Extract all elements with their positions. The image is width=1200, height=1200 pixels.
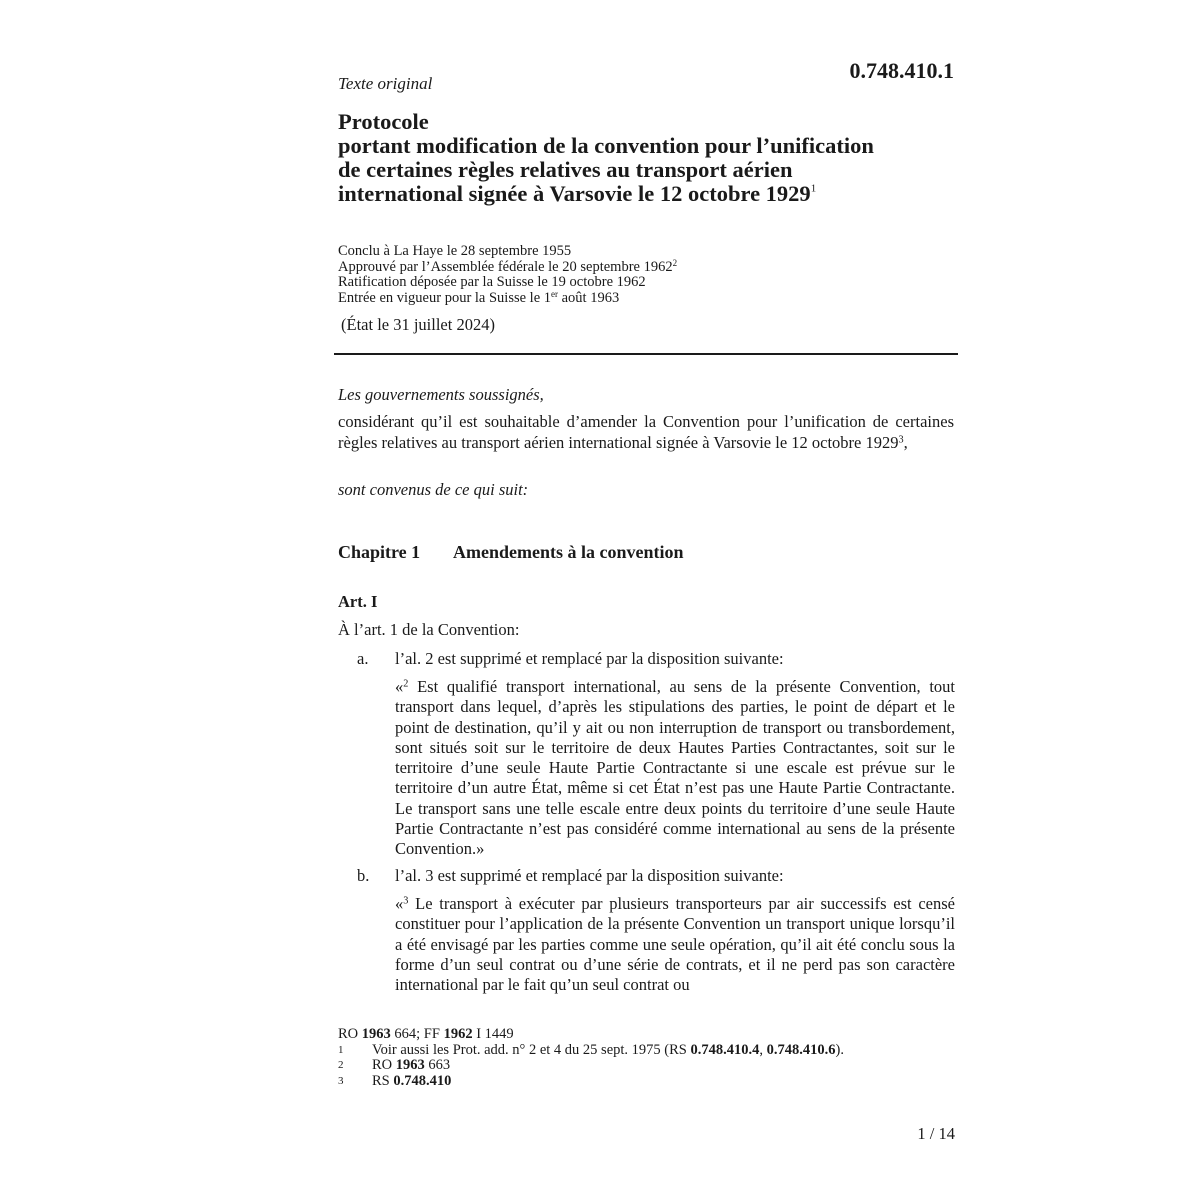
meta-ratification: Ratification déposée par la Suisse le 19 octobre 1962	[338, 274, 646, 290]
footnote-3-prefix: RS	[372, 1072, 394, 1089]
footnote-2	[338, 1058, 844, 1074]
footnote-1-text	[372, 1043, 844, 1059]
title-line-2: portant modification de la convention pour l’unification	[338, 133, 874, 158]
source-ro: RO	[338, 1026, 362, 1042]
meta-entree-suffix: août 1963	[558, 289, 620, 306]
preamble-considerant	[338, 412, 954, 453]
item-b-quote-number: 3	[403, 895, 409, 907]
footnote-2-suffix: 663	[424, 1057, 451, 1073]
item-b-quote-text: Le transport à exécuter par plusieurs transporteurs par air successifs est censé constituer pour l’application de la présente Convention un transport unique lorsqu’il a été envisagé par les parties comme une seule opération, qu’il ait été conclu sous la forme d’un seul contrat ou d’une série de contrats, et il ne perd pas son caractère international par le fait qu’un seul contrat ou	[395, 894, 955, 995]
item-a-quote-number: 2	[403, 678, 409, 690]
considerant-text: considérant qu’il est souhaitable d’amender la Convention pour l’unification de certaines règles relatives au transport aérien international signée à Varsovie le 12 octobre 1929	[338, 412, 954, 452]
meta-entree	[338, 288, 677, 307]
article-intro: À l’art. 1 de la Convention:	[338, 620, 520, 639]
footnote-source	[338, 1027, 844, 1043]
page-number: 1 / 14	[917, 1124, 955, 1143]
item-a-text: l’al. 2 est supprimé et remplacé par la disposition suivante:	[395, 649, 784, 668]
footnote-3-link[interactable]: 0.748.410	[393, 1072, 452, 1089]
footnote-1-link-2[interactable]: 0.748.410.6	[766, 1041, 836, 1058]
considerant-footnote-ref[interactable]: 3	[898, 433, 904, 445]
item-a-marker: a.	[357, 649, 369, 668]
preamble-gouvernements: Les gouvernements soussignés,	[338, 385, 544, 404]
chapter-heading	[338, 542, 684, 563]
meta-approuve-footnote-ref[interactable]: 2	[672, 257, 678, 268]
item-b-marker: b.	[357, 866, 370, 885]
footnote-1	[338, 1043, 844, 1059]
footnote-2-text	[372, 1058, 450, 1074]
footnote-2-prefix: RO	[372, 1057, 396, 1073]
chapter-title: Amendements à la convention	[453, 542, 684, 562]
texte-original-label: Texte original	[338, 74, 433, 93]
item-a-quote	[395, 677, 955, 860]
item-b-text: l’al. 3 est supprimé et remplacé par la disposition suivante:	[395, 866, 784, 885]
footnote-2-number: 2	[338, 1059, 344, 1071]
etat-date: (État le 31 juillet 2024)	[341, 315, 495, 334]
footnote-1-mid: ,	[759, 1041, 767, 1058]
item-b-quote	[395, 894, 955, 995]
title-line-1: Protocole	[338, 109, 429, 134]
footnote-1-link-1[interactable]: 0.748.410.4	[690, 1041, 760, 1058]
meta-approuve	[338, 257, 678, 276]
meta-entree-prefix: Entrée en vigueur pour la Suisse le 1	[338, 289, 552, 306]
source-ro-year: 1963	[361, 1026, 391, 1042]
chapter-number: Chapitre 1	[338, 542, 421, 562]
item-a-quote-open: «	[395, 677, 404, 696]
item-b-quote-open: «	[395, 894, 404, 913]
preamble-convenus: sont convenus de ce qui suit:	[338, 480, 529, 499]
title-line-4	[338, 182, 958, 206]
document-title	[338, 110, 958, 206]
footnote-2-bold: 1963	[395, 1057, 425, 1073]
item-a-quote-text: Est qualifié transport international, au sens de la présente Convention, tout transport dans lequel, d’après les stipulations des parties, le point de départ et le point de destination, qu’il y ait ou non interruption de transport ou transbordement, sont situés soit sur le territoire de deux Hautes Parties Contractantes, soit sur le territoire d’une seule Haute Partie Contractante si une escale est prévue sur le territoire d’un autre État, même si cet État n’est pas une Haute Partie Contractante. Le transport sans une telle escale entre deux points du territoire d’une seule Haute Partie Contractante n’est pas considéré comme international au sens de la présente Convention.»	[395, 677, 955, 859]
footnote-1-suffix: ).	[835, 1041, 844, 1058]
footnote-1-prefix: Voir aussi les Prot. add. n° 2 et 4 du 25 sept. 1975 (RS	[372, 1041, 691, 1058]
horizontal-rule	[334, 353, 958, 355]
source-ff-page: I 1449	[472, 1026, 514, 1042]
footnote-3	[338, 1074, 844, 1090]
title-line-3: de certaines règles relatives au transport aérien	[338, 157, 793, 182]
footnotes	[338, 1027, 844, 1089]
considerant-end: ,	[903, 432, 908, 452]
metadata-block	[338, 244, 677, 306]
footnote-1-number: 1	[338, 1043, 344, 1056]
footnote-3-number: 3	[338, 1074, 344, 1087]
footnote-3-text	[372, 1074, 451, 1090]
meta-approuve-text: Approuvé par l’Assemblée fédérale le 20 septembre 1962	[338, 258, 673, 275]
source-ro-page: 664; FF	[390, 1026, 444, 1042]
article-title: Art. I	[338, 592, 378, 611]
title-footnote-ref[interactable]: 1	[810, 182, 817, 195]
title-line-4-text: international signée à Varsovie le 12 octobre 1929	[338, 181, 811, 206]
sr-number: 0.748.410.1	[849, 58, 954, 83]
meta-entree-sup: er	[551, 288, 558, 299]
meta-conclu: Conclu à La Haye le 28 septembre 1955	[338, 243, 572, 259]
source-ff-year: 1962	[443, 1026, 473, 1042]
